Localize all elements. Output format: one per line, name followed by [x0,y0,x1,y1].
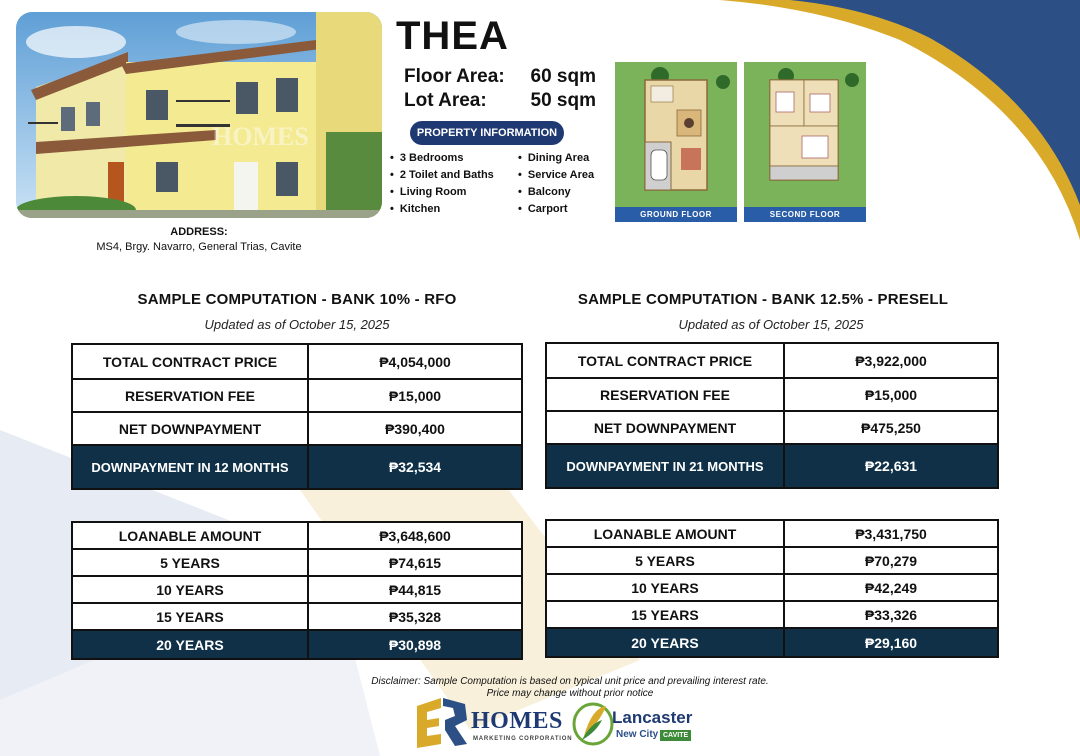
row-value: ₱29,160 [785,629,997,656]
table-row [547,412,997,443]
disclaimer-line-2: Price may change without prior notice [486,688,654,699]
row-value: ₱15,000 [309,380,521,411]
table-row [73,345,521,378]
ground-floor-plan [615,62,737,222]
table-row [73,523,521,548]
row-label: 15 YEARS [73,604,307,629]
table-row [73,380,521,411]
floor-area-label: Floor Area: [404,66,505,87]
row-value: ₱30,898 [309,631,521,658]
table-row [547,521,997,546]
row-label: 10 YEARS [73,577,307,602]
table-row [547,379,997,410]
er-homes-wordmark: HOMES [471,708,563,734]
row-label: 20 YEARS [547,629,783,656]
er-homes-logo [415,698,573,748]
row-value: ₱22,631 [785,445,997,487]
address-label: ADDRESS: [170,226,228,238]
table-row [73,631,521,658]
row-value: ₱475,250 [785,412,997,443]
lot-area-label: Lot Area: [404,90,487,111]
table-row [547,548,997,573]
floor-area-row [404,66,596,88]
table-row [547,575,997,600]
row-label: 10 YEARS [547,575,783,600]
row-label: 5 YEARS [73,550,307,575]
row-label: RESERVATION FEE [73,380,307,411]
feature-item: • 3 Bedrooms [390,152,463,164]
row-value: ₱15,000 [785,379,997,410]
lot-area-row [404,90,596,112]
house-photo [16,12,382,218]
row-value: ₱70,279 [785,548,997,573]
table-row [547,445,997,487]
row-label: 5 YEARS [547,548,783,573]
property-info-pill: PROPERTY INFORMATION [410,121,564,145]
feature-item: • 2 Toilet and Baths [390,169,494,181]
row-label: RESERVATION FEE [547,379,783,410]
feature-item: • Living Room [390,186,466,198]
row-label: 20 YEARS [73,631,307,658]
er-logo-mark-icon [415,698,469,748]
row-label: NET DOWNPAYMENT [73,413,307,444]
photo-watermark: HOMES [212,122,309,151]
row-label: LOANABLE AMOUNT [73,523,307,548]
right-computation-title: SAMPLE COMPUTATION - BANK 12.5% - PRESELL [577,291,949,308]
row-value: ₱44,815 [309,577,521,602]
lancaster-cavite-tag: CAVITE [660,730,691,741]
table-row [73,413,521,444]
feature-item: • Dining Area [518,152,589,164]
table-row [73,550,521,575]
row-value: ₱3,431,750 [785,521,997,546]
feature-item: • Kitchen [390,203,440,215]
lot-area-value: 50 sqm [530,90,596,111]
disclaimer [300,676,840,700]
row-label: 15 YEARS [547,602,783,627]
lancaster-logo [572,700,698,748]
row-label: DOWNPAYMENT IN 21 MONTHS [547,445,783,487]
row-label: DOWNPAYMENT IN 12 MONTHS [73,446,307,488]
right-price-table [545,342,999,489]
row-value: ₱32,534 [309,446,521,488]
row-value: ₱4,054,000 [309,345,521,378]
row-label: LOANABLE AMOUNT [547,521,783,546]
table-row [547,602,997,627]
table-row [73,604,521,629]
second-floor-caption: SECOND FLOOR [744,207,866,222]
table-row [73,446,521,488]
left-updated-text: Updated as of October 15, 2025 [204,317,390,332]
features-list [390,152,620,222]
row-value: ₱35,328 [309,604,521,629]
row-value: ₱74,615 [309,550,521,575]
feature-item: • Balcony [518,186,571,198]
ground-floor-caption: GROUND FLOOR [615,207,737,222]
left-loan-table [71,521,523,660]
lancaster-subtitle: New City [616,729,659,740]
table-row [547,344,997,377]
lancaster-leaf-icon [572,700,614,746]
table-row [73,577,521,602]
row-value: ₱3,922,000 [785,344,997,377]
row-value: ₱3,648,600 [309,523,521,548]
row-label: NET DOWNPAYMENT [547,412,783,443]
model-title: THEA [396,14,509,58]
right-updated-text: Updated as of October 15, 2025 [678,317,864,332]
left-price-table [71,343,523,490]
floor-area-value: 60 sqm [530,66,596,87]
right-loan-table [545,519,999,658]
lancaster-wordmark: Lancaster [612,708,693,727]
second-floor-plan [744,62,866,222]
disclaimer-line-1: Disclaimer: Sample Computation is based on typical unit price and prevailing interest rate. [371,676,769,687]
table-row [547,629,997,656]
row-value: ₱42,249 [785,575,997,600]
left-computation-title: SAMPLE COMPUTATION - BANK 10% - RFO [137,291,457,308]
feature-item: • Service Area [518,169,594,181]
feature-item: • Carport [518,203,568,215]
row-value: ₱390,400 [309,413,521,444]
row-label: TOTAL CONTRACT PRICE [73,345,307,378]
row-label: TOTAL CONTRACT PRICE [547,344,783,377]
address-text: MS4, Brgy. Navarro, General Trias, Cavite [96,241,302,253]
row-value: ₱33,326 [785,602,997,627]
er-homes-subtitle: MARKETING CORPORATION [473,736,573,742]
